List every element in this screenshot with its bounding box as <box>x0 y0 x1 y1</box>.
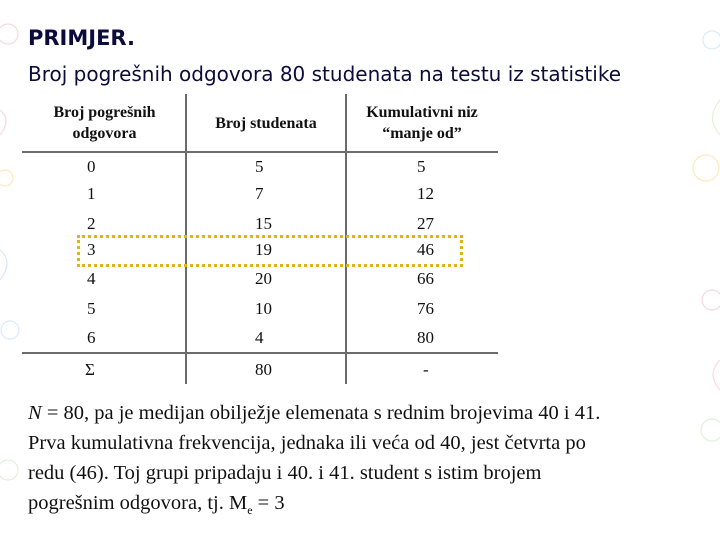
header-cell-students <box>187 94 345 152</box>
row3-students: 19 <box>255 240 272 259</box>
row6-errors: 6 <box>87 328 96 347</box>
row4-cumulative: 66 <box>417 269 434 288</box>
row2-students: 15 <box>255 214 272 233</box>
paragraph-line4 <box>28 488 708 525</box>
row5-cumulative: 76 <box>417 299 434 318</box>
explanation-paragraph <box>28 398 708 525</box>
header-cell-errors <box>24 94 185 152</box>
header-cumulative-line1: Kumulativni niz <box>366 104 478 121</box>
header-cumulative-line2: “manje od” <box>382 125 462 142</box>
paragraph-line1-text: = 80, pa je medijan obilježje elemenata s rednim brojevima 40 i 41. <box>41 402 601 424</box>
paragraph-line4-pre: pogrešnim odgovora, tj. M <box>28 492 248 514</box>
sum-students: 80 <box>255 360 272 379</box>
slide-subtitle: Broj pogrešnih odgovora 80 studenata na testu iz statistike <box>28 62 622 86</box>
row6-students: 4 <box>255 328 264 347</box>
n-symbol: N <box>28 402 42 424</box>
header-divider <box>22 151 498 153</box>
paragraph-line2: Prva kumulativna frekvencija, jednaka ili veća od 40, jest četvrta po <box>28 432 586 454</box>
header-cell-cumulative <box>347 94 497 152</box>
slide-title: PRIMJER. <box>28 26 135 50</box>
row3-errors: 3 <box>87 240 96 259</box>
paragraph-line1 <box>28 398 708 428</box>
header-students-line1: Broj studenata <box>215 114 317 132</box>
row4-students: 20 <box>255 269 272 288</box>
row1-cumulative: 12 <box>417 184 434 203</box>
median-row-highlight <box>77 235 463 267</box>
row5-students: 10 <box>255 299 272 318</box>
sum-divider <box>22 352 498 354</box>
row0-students: 5 <box>255 157 264 176</box>
row2-errors: 2 <box>87 214 96 233</box>
row5-errors: 5 <box>87 299 96 318</box>
header-errors-line2: odgovora <box>72 125 137 142</box>
paragraph-line3: redu (46). Toj grupi pripadaju i 40. i 41. student s istim brojem <box>28 462 542 484</box>
row6-cumulative: 80 <box>417 328 434 347</box>
sum-cumulative: - <box>423 360 429 379</box>
row3-cumulative: 46 <box>417 240 434 259</box>
median-subscript: e <box>247 503 253 518</box>
row1-students: 7 <box>255 184 264 203</box>
row0-errors: 0 <box>87 157 96 176</box>
row1-errors: 1 <box>87 184 96 203</box>
row4-errors: 4 <box>87 269 96 288</box>
row0-cumulative: 5 <box>417 157 426 176</box>
header-errors-line1: Broj pogrešnih <box>53 104 156 121</box>
sum-symbol: Σ <box>85 360 95 379</box>
paragraph-line4-post: = 3 <box>252 492 285 514</box>
row2-cumulative: 27 <box>417 214 434 233</box>
